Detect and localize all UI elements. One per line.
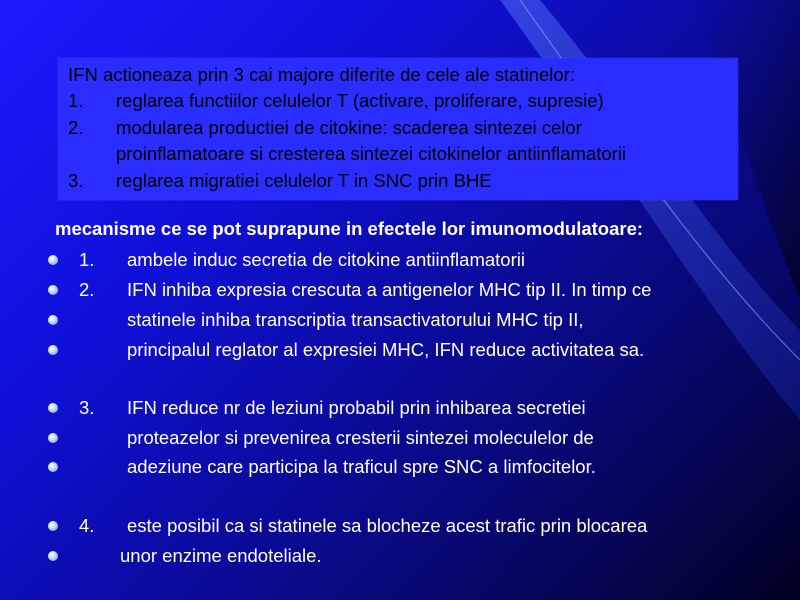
bullet-icon: [48, 403, 58, 413]
bullet-text: proteazelor si prevenirea cresterii sintezei moleculelor de: [127, 427, 594, 448]
bullet-number: 2.: [79, 279, 95, 300]
bullet-text: ambele induc secretia de citokine antiinflamatorii: [127, 249, 525, 270]
bullet-text: este posibil ca si statinele sa blocheze acest trafic prin blocarea: [127, 515, 648, 536]
box-item-text: modularea productiei de citokine: scaderea sintezei celor: [116, 117, 582, 138]
bullet-row: [0, 339, 800, 365]
bullet-icon: [48, 433, 58, 443]
bullet-icon: [48, 462, 58, 472]
bullet-text: IFN inhiba expresia crescuta a antigenelor MHC tip II. In timp ce: [127, 279, 652, 300]
bullet-text: unor enzime endoteliale.: [120, 545, 322, 566]
bullet-row: [0, 249, 800, 275]
bullet-icon: [48, 551, 58, 561]
bullet-icon: [48, 345, 58, 355]
bullet-text: statinele inhiba transcriptia transactivatorului MHC tip II,: [127, 309, 584, 330]
box-item-text: proinflamatoare si cresterea sintezei citokinelor antiinflamatorii: [116, 143, 627, 164]
bullet-row: [0, 279, 800, 305]
bullet-icon: [48, 255, 58, 265]
bullet-icon: [48, 285, 58, 295]
box-item-number: 3.: [68, 170, 84, 191]
bullet-number: 1.: [79, 249, 95, 270]
bullet-icon: [48, 315, 58, 325]
box-item-number: 2.: [68, 117, 84, 138]
box-intro-text: IFN actioneaza prin 3 cai majore diferite de cele ale statinelor:: [68, 64, 575, 85]
bullet-row: [0, 397, 800, 423]
section-heading: mecanisme ce se pot suprapune in efectele lor imunomodulatoare:: [55, 218, 644, 239]
bullet-number: 3.: [79, 397, 95, 418]
bullet-text: IFN reduce nr de leziuni probabil prin inhibarea secretiei: [127, 397, 586, 418]
bullet-number: 4.: [79, 515, 95, 536]
bullet-row: [0, 515, 800, 541]
bullet-icon: [48, 521, 58, 531]
bullet-text: adeziune care participa la traficul spre SNC a limfocitelor.: [127, 456, 596, 477]
bullet-row: [0, 309, 800, 335]
box-item-text: reglarea functiilor celulelor T (activare, proliferare, supresie): [116, 90, 604, 111]
bullet-row: [0, 456, 800, 482]
bullet-row: [0, 427, 800, 453]
bullet-text: principalul reglator al expresiei MHC, IFN reduce activitatea sa.: [127, 339, 645, 360]
box-item-text: reglarea migratiei celulelor T in SNC prin BHE: [116, 170, 492, 191]
bullet-row: [0, 545, 800, 571]
box-item-number: 1.: [68, 90, 84, 111]
